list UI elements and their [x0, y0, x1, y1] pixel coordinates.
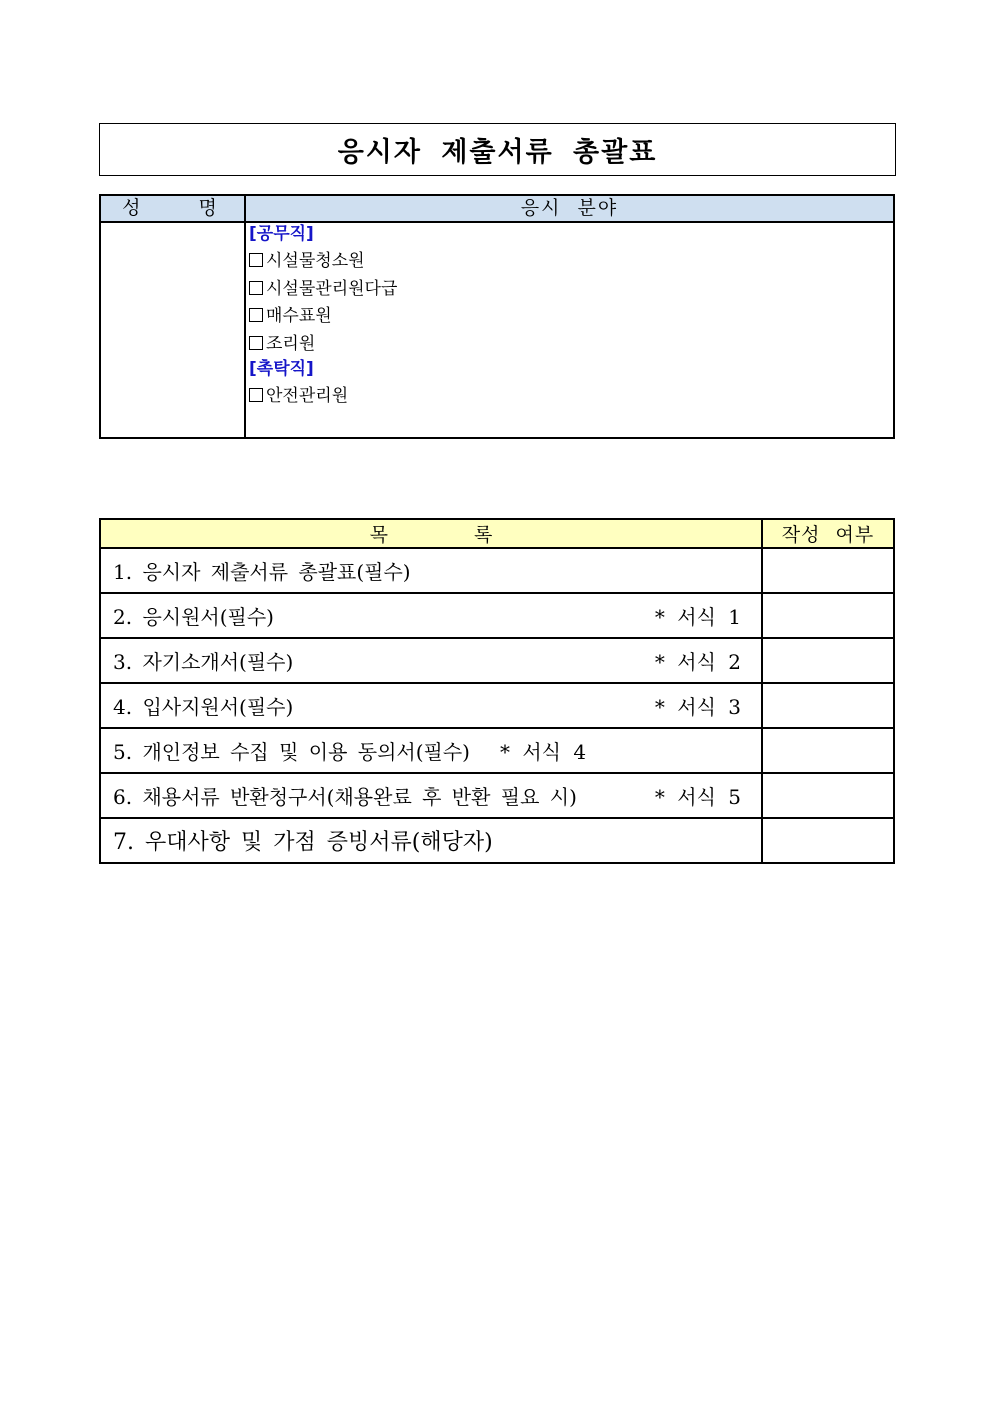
table-row: [100, 548, 894, 593]
page-title: 응시자 제출서류 총괄표: [337, 137, 658, 168]
checkbox-icon[interactable]: [249, 388, 263, 402]
table-row: [100, 593, 894, 638]
checkbox-icon[interactable]: [249, 281, 263, 295]
document-cell: [100, 683, 762, 728]
field-option-label: 시설물청소원: [266, 251, 365, 271]
name-header: 성 명: [100, 195, 245, 222]
field-option-label: 시설물관리원다급: [266, 278, 398, 299]
document-label: 1. 응시자 제출서류 총괄표(필수): [113, 560, 411, 584]
document-cell: [100, 593, 762, 638]
field-list: [246, 223, 893, 411]
status-cell[interactable]: [762, 728, 894, 773]
table-row: [100, 638, 894, 683]
document-label: 7. 우대사항 및 가점 증빙서류(해당자): [113, 830, 493, 855]
table-row: [100, 683, 894, 728]
document-cell: [100, 728, 762, 773]
category-label-contract: [촉탁직]: [249, 359, 314, 379]
document-cell: [100, 638, 762, 683]
document-label: 6. 채용서류 반환청구서(채용완료 후 반환 필요 시): [113, 785, 577, 809]
documents-header-row: [100, 519, 894, 548]
category-label-public: [공무직]: [249, 224, 314, 244]
form-reference: * 서식 4: [499, 740, 587, 764]
table-row: [100, 773, 894, 818]
document-label: 3. 자기소개서(필수): [113, 650, 294, 674]
status-cell[interactable]: [762, 773, 894, 818]
field-option[interactable]: [249, 383, 893, 411]
document-cell: [100, 818, 762, 863]
document-label: 2. 응시원서(필수): [113, 605, 274, 629]
form-reference: * 서식 2: [654, 650, 741, 674]
checkbox-icon[interactable]: [249, 308, 263, 322]
field-option-label: 조리원: [266, 333, 316, 354]
field-option[interactable]: [249, 331, 893, 359]
document-cell: [100, 773, 762, 818]
status-cell[interactable]: [762, 638, 894, 683]
status-cell[interactable]: [762, 593, 894, 638]
applicant-header-row: [100, 195, 894, 222]
checkbox-icon[interactable]: [249, 253, 263, 267]
form-reference: * 서식 1: [654, 605, 741, 629]
field-cell: [245, 222, 894, 438]
table-row: [100, 728, 894, 773]
title-box: [99, 123, 896, 176]
field-option-label: 매수표원: [266, 306, 332, 326]
applicant-table: [99, 194, 895, 439]
field-option[interactable]: [249, 248, 893, 276]
status-cell[interactable]: [762, 548, 894, 593]
name-input-cell[interactable]: [100, 222, 245, 438]
form-reference: * 서식 5: [654, 785, 741, 809]
field-option-label: 안전관리원: [266, 386, 349, 406]
document-label: 5. 개인정보 수집 및 이용 동의서(필수): [113, 740, 470, 764]
form-reference: * 서식 3: [654, 695, 741, 719]
applicant-body-row: [100, 222, 894, 438]
list-header: 목 록: [100, 519, 762, 548]
status-cell[interactable]: [762, 818, 894, 863]
field-header: 응시 분야: [245, 195, 894, 222]
status-cell[interactable]: [762, 683, 894, 728]
document-label: 4. 입사지원서(필수): [113, 695, 294, 719]
documents-table: [99, 518, 895, 864]
field-option[interactable]: [249, 276, 893, 304]
document-cell: [100, 548, 762, 593]
checkbox-icon[interactable]: [249, 336, 263, 350]
status-header: 작성 여부: [762, 519, 894, 548]
field-option[interactable]: [249, 303, 893, 331]
table-row: [100, 818, 894, 863]
